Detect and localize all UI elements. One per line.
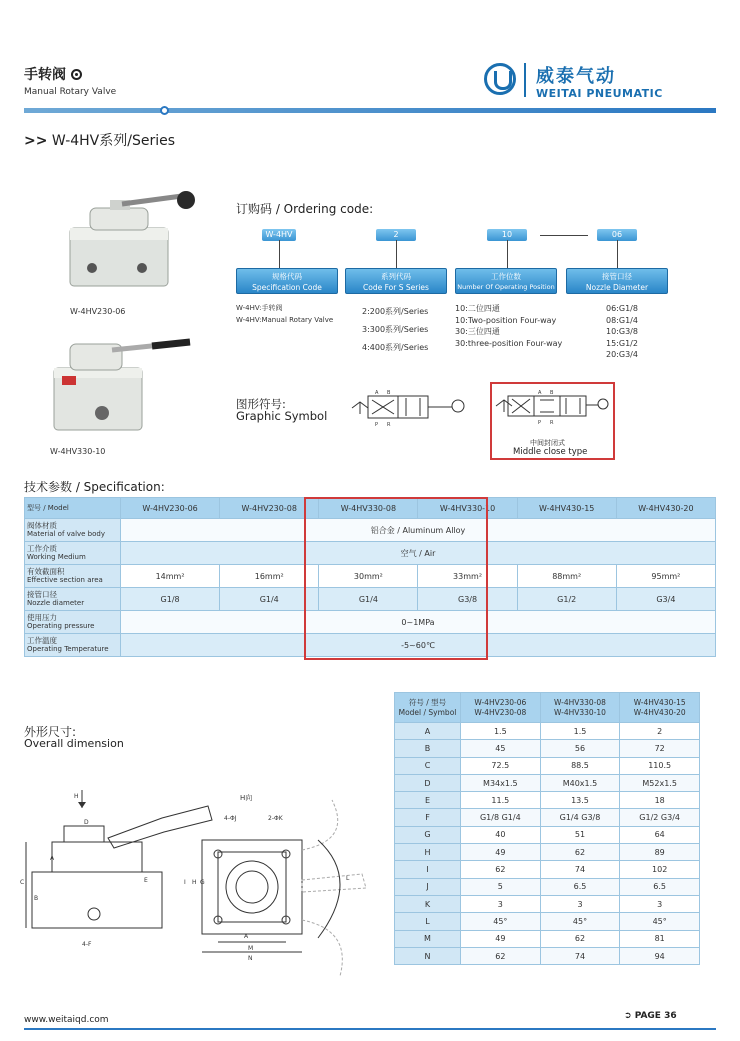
spec-model: W-4HV330-10 (418, 498, 517, 519)
svg-text:B: B (387, 390, 391, 396)
code-chip-series: 2 (376, 229, 416, 241)
code-chip-nozzle: 06 (597, 229, 637, 241)
spec-cell: 14mm² (121, 565, 220, 588)
spec-cell: 33mm² (418, 565, 517, 588)
header-bar (24, 108, 716, 113)
spec-cell: 16mm² (220, 565, 319, 588)
graphic-symbol-title-cn: 图形符号: (236, 397, 286, 411)
logo-divider (524, 63, 526, 97)
dim-row: G 40 51 64 (395, 826, 700, 843)
svg-text:D: D (84, 819, 89, 826)
dim-row: F G1/8 G1/4 G1/4 G3/8 G1/2 G3/4 (395, 809, 700, 826)
code-leader (617, 240, 618, 268)
nozzle-code-list: 06:G1/8 08:G1/4 10:G3/8 15:G1/2 20:G3/4 (606, 304, 638, 359)
double-chevron-icon: >> (24, 133, 48, 149)
dim-row: J 5 6.5 6.5 (395, 878, 700, 895)
two-position-valve-symbol (350, 388, 470, 434)
dim-row: M 49 62 81 (395, 930, 700, 947)
page-category-cn: 手转阀 (24, 64, 82, 84)
spec-cell: G3/4 (616, 588, 715, 611)
dim-row: B 45 56 72 (395, 740, 700, 757)
svg-text:C: C (20, 879, 25, 886)
svg-text:R: R (387, 422, 391, 428)
svg-text:H: H (192, 879, 197, 886)
spec-cell: G1/4 (220, 588, 319, 611)
spec-cell: G1/8 (121, 588, 220, 611)
spec-pressure-value: 0~1MPa (121, 611, 716, 634)
product-label-1: W-4HV230-06 (70, 307, 126, 316)
code-leader (279, 240, 280, 268)
product-image-w4hv230 (62, 190, 222, 300)
dim-header-row (395, 693, 700, 723)
footer-line (24, 1028, 716, 1030)
dim-row: K 3 3 3 (395, 895, 700, 912)
dim-row: A 1.5 1.5 2 (395, 723, 700, 740)
svg-text:A: A (375, 390, 379, 396)
code-chip-spec: W-4HV (262, 229, 296, 241)
spec-model: W-4HV430-20 (616, 498, 715, 519)
overall-dimension-title-en: Overall dimension (24, 737, 124, 750)
code-leader (396, 240, 397, 268)
page-category-en: Manual Rotary Valve (24, 87, 117, 97)
spec-cell: G1/2 (517, 588, 616, 611)
dim-row: N 62 74 94 (395, 947, 700, 964)
code-box-nozzle: 接管口径 Nozzle Diameter (566, 268, 668, 294)
svg-text:G: G (200, 879, 205, 886)
svg-text:H向: H向 (240, 794, 253, 802)
dim-row: L 45° 45° 45° (395, 913, 700, 930)
footer-url: www.weitaiqd.com (24, 1015, 109, 1025)
target-icon (71, 69, 82, 80)
graphic-symbol-title-en: Graphic Symbol (236, 409, 328, 423)
arrow-circle-icon: ➲ (624, 1011, 632, 1021)
svg-text:2-ΦK: 2-ΦK (268, 815, 283, 822)
svg-text:N: N (248, 955, 253, 962)
spec-title: 技术参数 / Specification: (24, 480, 165, 494)
svg-text:A: A (538, 390, 542, 396)
spec-cell: G1/4 (319, 588, 418, 611)
code-dash (540, 235, 588, 236)
footer-page: ➲ PAGE 36 (624, 1011, 677, 1021)
spec-row-label: 阀体材质 Material of valve body (25, 519, 121, 542)
spec-code-list: W-4HV:手转阀 W-4HV:Manual Rotary Valve (236, 304, 334, 324)
spec-row-label: 有效截面积 Effective section area (25, 565, 121, 588)
overall-dimension-title-cn: 外形尺寸: (24, 725, 77, 739)
series-title: >> W-4HV系列/Series (24, 133, 176, 149)
header-bar-dot (160, 106, 169, 115)
spec-material-value: 铝合金 / Aluminum Alloy (121, 519, 716, 542)
middle-close-label-en: Middle close type (513, 447, 588, 457)
code-box-position: 工作位数 Number Of Operating Position (455, 268, 557, 294)
svg-text:A: A (50, 855, 55, 862)
svg-text:M: M (248, 945, 254, 952)
code-chip-position: 10 (487, 229, 527, 241)
product-image-w4hv330 (42, 328, 202, 436)
code-leader (507, 240, 508, 268)
dim-col-header: W-4HV330-08 W-4HV330-10 (540, 693, 620, 723)
middle-close-label-cn: 中间封闭式 (530, 439, 565, 447)
brand-name-en: WEITAI PNEUMATIC (536, 87, 663, 100)
dim-col-header: W-4HV230-06 W-4HV230-08 (461, 693, 541, 723)
spec-row-label: 使用压力 Operating pressure (25, 611, 121, 634)
svg-text:P: P (538, 420, 542, 426)
svg-text:B: B (34, 895, 39, 902)
dim-header-label: 符号 / 型号 Model / Symbol (395, 693, 461, 723)
svg-text:L: L (346, 875, 350, 882)
dim-row: C 72.5 88.5 110.5 (395, 757, 700, 774)
dimension-drawing (22, 780, 382, 990)
spec-temperature-value: -5~60℃ (121, 634, 716, 657)
spec-model: W-4HV230-06 (121, 498, 220, 519)
dim-col-header: W-4HV430-15 W-4HV430-20 (620, 693, 700, 723)
series-code-list: 2:200系列/Series 3:300系列/Series 4:400系列/Series (362, 307, 429, 352)
code-box-series: 系列代码 Code For S Series (345, 268, 447, 294)
code-box-spec: 规格代码 Specification Code (236, 268, 338, 294)
position-code-list: 10:二位四通 10:Two-position Four-way 30:三位四通 30:three-position Four-way (455, 304, 563, 348)
dimension-table (394, 692, 700, 965)
spec-cell: 88mm² (517, 565, 616, 588)
spec-highlight-box (304, 497, 488, 660)
svg-text:E: E (144, 877, 148, 884)
spec-row-label: 工作介质 Working Medium (25, 542, 121, 565)
spec-header-label: 型号 / Model (25, 498, 121, 519)
spec-model: W-4HV230-08 (220, 498, 319, 519)
svg-text:4-ΦJ: 4-ΦJ (224, 815, 237, 822)
ordering-code-title: 订购码 / Ordering code: (236, 202, 374, 216)
spec-model: W-4HV430-15 (517, 498, 616, 519)
svg-text:R: R (550, 420, 554, 426)
spec-cell: 30mm² (319, 565, 418, 588)
spec-row-label: 接管口径 Nozzle diameter (25, 588, 121, 611)
spec-cell: 95mm² (616, 565, 715, 588)
spec-model: W-4HV330-08 (319, 498, 418, 519)
three-position-valve-symbol (494, 386, 612, 432)
svg-text:B: B (550, 390, 554, 396)
spec-row-label: 工作温度 Operating Temperature (25, 634, 121, 657)
brand-name-cn: 威泰气动 (536, 66, 616, 87)
spec-cell: G3/8 (418, 588, 517, 611)
svg-text:A: A (244, 933, 249, 940)
product-label-2: W-4HV330-10 (50, 447, 106, 456)
dim-row: E 11.5 13.5 18 (395, 792, 700, 809)
svg-text:P: P (375, 422, 379, 428)
brand-logo-icon (484, 63, 516, 95)
dim-row: D M34x1.5 M40x1.5 M52x1.5 (395, 774, 700, 791)
svg-text:I: I (184, 879, 186, 886)
svg-text:H: H (74, 793, 79, 800)
spec-medium-value: 空气 / Air (121, 542, 716, 565)
svg-text:4-F: 4-F (82, 941, 92, 948)
dim-row: I 62 74 102 (395, 861, 700, 878)
dim-row: H 49 62 89 (395, 844, 700, 861)
